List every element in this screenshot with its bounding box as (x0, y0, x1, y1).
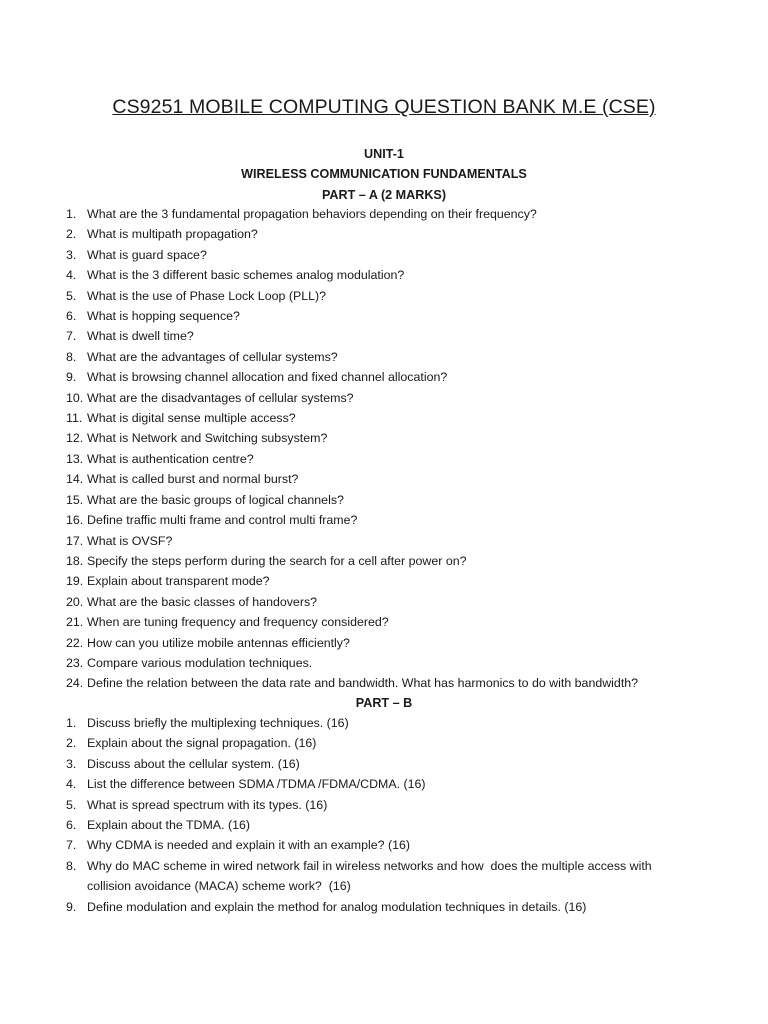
question-item (66, 469, 746, 489)
unit-headings (0, 144, 768, 205)
question-text: Discuss briefly the multiplexing techniques. (16) (87, 716, 349, 730)
question-number: 2. (66, 227, 77, 242)
question-text: What is OVSF? (87, 533, 173, 548)
question-number: 9. (66, 899, 77, 914)
question-number: 6. (66, 818, 77, 833)
question-item (66, 795, 746, 815)
question-number: 4. (66, 268, 77, 283)
question-number: 13. (66, 451, 84, 466)
question-number: 3. (66, 247, 77, 262)
question-item (66, 592, 746, 612)
question-number: 7. (66, 838, 77, 853)
question-item (66, 388, 746, 408)
question-item (66, 347, 746, 367)
question-item (66, 856, 746, 897)
question-number: 11. (66, 411, 83, 426)
question-item (66, 428, 746, 448)
question-item (66, 551, 746, 571)
question-text: What are the 3 fundamental propagation behaviors depending on their frequency? (87, 207, 537, 221)
question-number: 8. (66, 349, 77, 364)
question-text: What is hopping sequence? (87, 309, 240, 324)
question-item (66, 673, 746, 693)
question-item (66, 713, 746, 733)
question-item (66, 408, 746, 428)
question-number: 7. (66, 329, 77, 344)
question-text: Compare various modulation techniques. (87, 655, 313, 670)
question-text: What is multipath propagation? (87, 227, 258, 242)
question-item (66, 835, 746, 855)
question-number: 19. (66, 574, 84, 589)
question-item (66, 245, 746, 265)
question-number: 20. (66, 594, 84, 609)
question-item (66, 897, 746, 917)
question-number: 17. (66, 533, 84, 548)
unit-title: WIRELESS COMMUNICATION FUNDAMENTALS (241, 167, 527, 182)
question-item (66, 224, 746, 244)
question-number: 4. (66, 777, 77, 792)
question-item (66, 531, 746, 551)
question-item (66, 490, 746, 510)
question-text: List the difference between SDMA /TDMA /FDMA/CDMA. (16) (87, 777, 426, 792)
document-title: CS9251 MOBILE COMPUTING QUESTION BANK M.E (CSE) (112, 96, 656, 118)
question-item (66, 204, 746, 224)
question-number: 15. (66, 492, 84, 507)
question-text: Explain about the signal propagation. (16) (87, 736, 317, 751)
question-number: 8. (66, 858, 77, 873)
question-text: Define the relation between the data rate and bandwidth. What has harmonics to do with bandwidth? (87, 676, 639, 691)
question-number: 16. (66, 513, 84, 528)
question-text: How can you utilize mobile antennas efficiently? (87, 635, 350, 650)
question-number: 14. (66, 472, 84, 487)
question-text: When are tuning frequency and frequency considered? (87, 615, 389, 630)
question-number: 3. (66, 756, 77, 771)
question-item (66, 754, 746, 774)
question-item (66, 815, 746, 835)
question-text: What are the basic classes of handovers? (87, 594, 318, 609)
question-number: 22. (66, 635, 84, 650)
question-text: What is dwell time? (87, 329, 194, 344)
question-number: 1. (66, 716, 77, 730)
part-b-question-list (66, 713, 746, 917)
question-text: Define traffic multi frame and control multi frame? (87, 513, 358, 528)
question-text: Specify the steps perform during the search for a cell after power on? (87, 553, 467, 568)
question-text: What is digital sense multiple access? (87, 411, 296, 426)
question-text: What is browsing channel allocation and fixed channel allocation? (87, 370, 448, 385)
question-number: 18. (66, 553, 84, 568)
question-number: 5. (66, 797, 77, 812)
question-item (66, 774, 746, 794)
question-item (66, 510, 746, 530)
question-item (66, 733, 746, 753)
question-text: Explain about transparent mode? (87, 574, 270, 589)
question-number: 21. (66, 615, 84, 630)
part-b-heading: PART – B (355, 696, 413, 710)
question-text: Discuss about the cellular system. (16) (87, 756, 300, 771)
question-text: What are the advantages of cellular systems? (87, 349, 338, 364)
question-item (66, 571, 746, 591)
question-text: Define modulation and explain the method for analog modulation techniques in details. (16) (87, 899, 587, 914)
question-item (66, 653, 746, 673)
question-item (66, 265, 746, 285)
question-number: 2. (66, 736, 77, 751)
question-text: Explain about the TDMA. (16) (87, 818, 250, 833)
question-text: What is the use of Phase Lock Loop (PLL)? (87, 288, 327, 303)
question-number: 12. (66, 431, 84, 446)
question-text: What is the 3 different basic schemes analog modulation? (87, 268, 405, 283)
question-item (66, 306, 746, 326)
question-item (66, 633, 746, 653)
question-text: What is called burst and normal burst? (87, 472, 299, 487)
question-item (66, 612, 746, 632)
question-item (66, 286, 746, 306)
question-text: What are the disadvantages of cellular systems? (87, 390, 354, 405)
question-number: 5. (66, 288, 77, 303)
question-text: What is guard space? (87, 247, 207, 262)
question-number: 10. (66, 390, 84, 405)
question-text: What are the basic groups of logical channels? (87, 492, 344, 507)
question-item (66, 449, 746, 469)
question-item (66, 326, 746, 346)
question-number: 6. (66, 309, 77, 324)
question-item (66, 367, 746, 387)
question-number: 1. (66, 207, 77, 221)
question-number: 24. (66, 676, 84, 691)
question-text: Why do MAC scheme in wired network fail in wireless networks and how does the multiple access with collision avoidance (MACA) scheme work? (16) (87, 858, 656, 894)
question-number: 23. (66, 655, 84, 670)
unit-label: UNIT-1 (364, 147, 404, 161)
question-text: What is authentication centre? (87, 451, 254, 466)
part-a-question-list (66, 204, 746, 694)
question-text: What is spread spectrum with its types. (16) (87, 797, 328, 812)
question-number: 9. (66, 370, 77, 385)
question-text: What is Network and Switching subsystem? (87, 431, 328, 446)
question-text: Why CDMA is needed and explain it with an example? (16) (87, 838, 411, 853)
part-a-heading: PART – A (2 MARKS) (321, 187, 447, 202)
